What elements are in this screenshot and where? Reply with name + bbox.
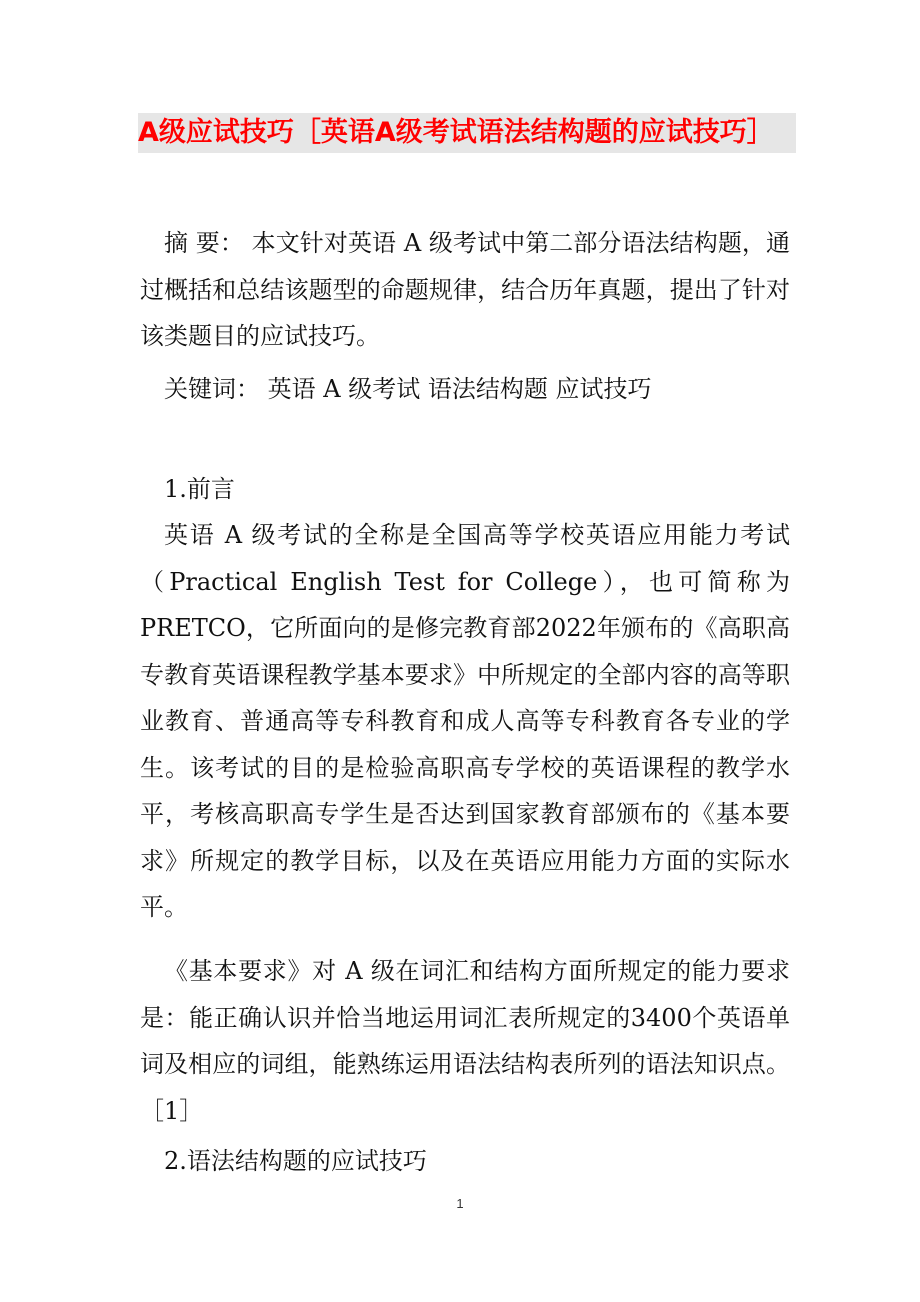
- section-1-paragraph-2: 《基本要求》对 A 级在词汇和结构方面所规定的能力要求是：能正确认识并恰当地运用词汇表所规定的3400个英语单词及相应的词组，能熟练运用语法结构表所列的语法知识点。［1］: [140, 957, 790, 1125]
- keywords-line: 关键词： 英语 A 级考试 语法结构题 应试技巧: [164, 375, 652, 403]
- section-1-heading: 1.前言: [164, 475, 235, 503]
- abstract-paragraph: 摘 要： 本文针对英语 A 级考试中第二部分语法结构题，通过概括和总结该题型的命题规律，结合历年真题，提出了针对该类题目的应试技巧。: [140, 229, 790, 350]
- section-2-heading: 2.语法结构题的应试技巧: [164, 1147, 427, 1175]
- document-title: A级应试技巧［英语A级考试语法结构题的应试技巧］: [138, 113, 796, 153]
- page-number: 1: [456, 1196, 464, 1211]
- section-1-paragraph-1: 英语 A 级考试的全称是全国高等学校英语应用能力考试（Practical English Test for College），也可简称为PRETCO，它所面向的是修完教育部2022年颁布的《高职高专教育英语课程教学基本要求》中所规定的全部内容的高等职业教育、普通高等专科教育和成人高等专科教育各专业的学生。该考试的目的是检验高职高专学校的英语课程的教学水平，考核高职高专学生是否达到国家教育部颁布的《基本要求》所规定的教学目标，以及在英语应用能力方面的实际水平。: [140, 521, 790, 921]
